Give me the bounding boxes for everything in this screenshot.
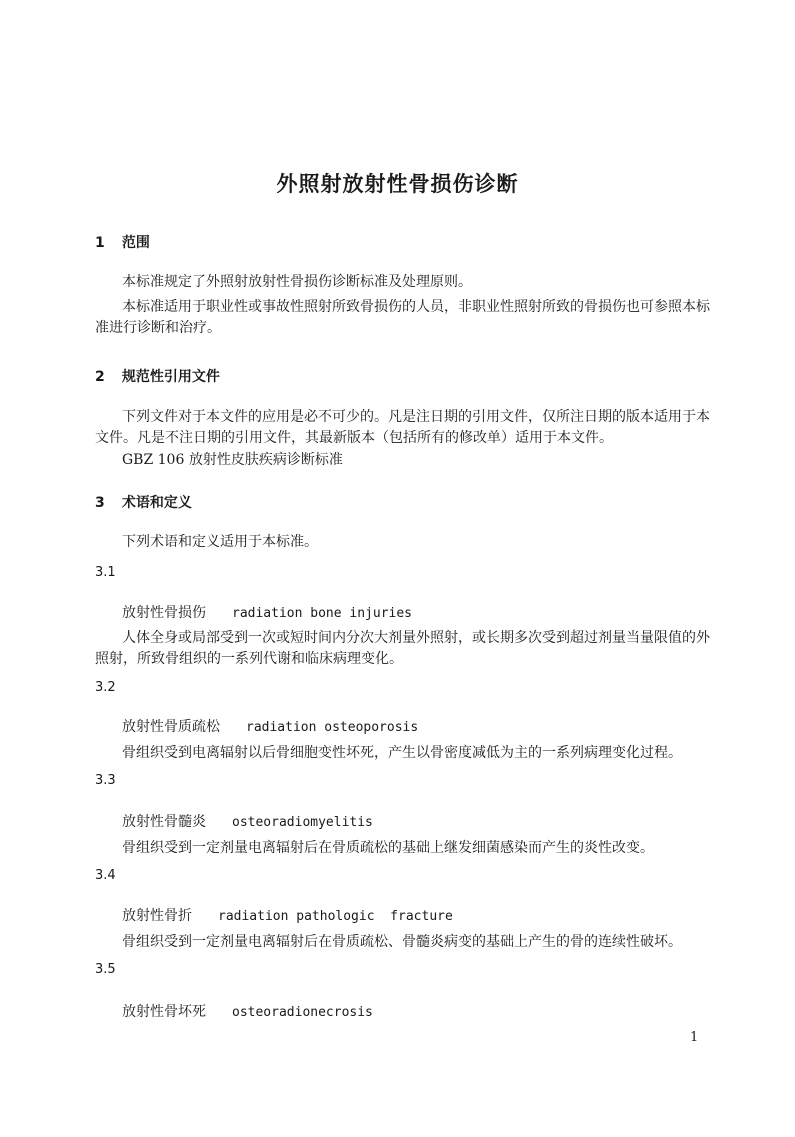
term-zh: 放射性骨坏死 (122, 1004, 206, 1020)
section-number: 2 (95, 369, 105, 385)
term-zh: 放射性骨质疏松 (122, 719, 220, 735)
term-number: 3.1 (95, 565, 116, 580)
term-definition: 骨组织受到一定剂量电离辐射后在骨质疏松、骨髓炎病变的基础上产生的骨的连续性破坏。 (122, 934, 682, 950)
paragraph: 下列文件对于本文件的应用是必不可少的。凡是注日期的引用文件，仅所注日期的版本适用于本文件。凡是不注日期的引用文件，其最新版本（包括所有的修改单）适用于本文件。 (95, 409, 710, 446)
term-entry (122, 602, 412, 622)
term-number: 3.3 (95, 773, 116, 788)
paragraph: 下列术语和定义适用于本标准。 (122, 534, 318, 550)
term-en: osteoradionecrosis (232, 1005, 373, 1020)
term-definition: 人体全身或局部受到一次或短时间内分次大剂量外照射，或长期多次受到超过剂量当量限值的外照射，所致骨组织的一系列代谢和临床病理变化。 (95, 630, 710, 667)
term-entry (122, 1001, 373, 1021)
reference-item: GBZ 106 放射性皮肤疾病诊断标准 (122, 452, 343, 468)
term-number: 3.2 (95, 680, 116, 695)
term-definition: 骨组织受到一定剂量电离辐射后在骨质疏松的基础上继发细菌感染而产生的炎性改变。 (122, 840, 654, 856)
term-number: 3.5 (95, 962, 116, 977)
section-heading-3 (95, 492, 192, 512)
section-title: 范围 (121, 235, 150, 251)
term-entry (122, 905, 453, 925)
term-en: radiation osteoporosis (246, 720, 419, 735)
paragraph: 本标准规定了外照射放射性骨损伤诊断标准及处理原则。 (122, 274, 472, 290)
section-number: 1 (95, 235, 105, 251)
term-en: osteoradiomyelitis (232, 815, 373, 830)
document-title: 外照射放射性骨损伤诊断 (276, 172, 519, 196)
term-en: radiation pathologic fracture (218, 909, 453, 924)
term-entry (122, 811, 373, 831)
term-zh: 放射性骨损伤 (122, 605, 206, 621)
section-title: 规范性引用文件 (121, 369, 220, 385)
term-entry (122, 716, 418, 736)
term-zh: 放射性骨折 (122, 908, 192, 924)
section-title: 术语和定义 (121, 495, 192, 511)
term-en: radiation bone injuries (232, 606, 413, 621)
section-heading-1 (95, 232, 150, 252)
section-heading-2 (95, 366, 220, 386)
paragraph: 本标准适用于职业性或事故性照射所致骨损伤的人员，非职业性照射所致的骨损伤也可参照本标准进行诊断和治疗。 (95, 299, 710, 336)
term-number: 3.4 (95, 868, 116, 883)
term-definition: 骨组织受到电离辐射以后骨细胞变性坏死，产生以骨密度减低为主的一系列病理变化过程。 (122, 745, 682, 761)
section-number: 3 (95, 495, 105, 511)
term-zh: 放射性骨髓炎 (122, 814, 206, 830)
page-number: 1 (690, 1030, 699, 1045)
